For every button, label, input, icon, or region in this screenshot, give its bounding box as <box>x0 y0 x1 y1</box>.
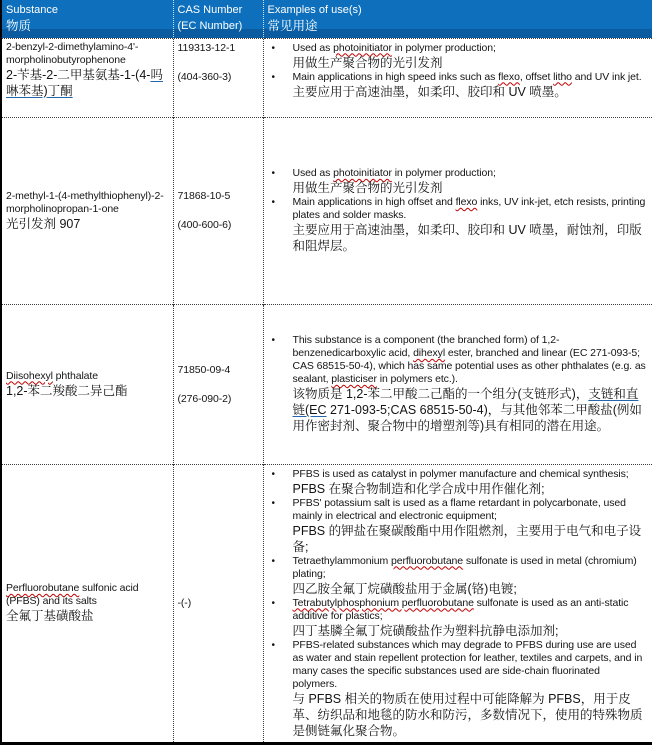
substance-name-zh <box>6 608 170 624</box>
uses-cell <box>263 304 652 464</box>
text-segment: 主要应用于高速油墨，如柔印、胶印和 UV 喷墨。 <box>292 84 567 99</box>
spellcheck-flagged-text: plasticiser <box>331 373 377 385</box>
use-item <box>264 334 649 434</box>
text-segment: 2-苄基-2-二甲基氨基-1-(4- <box>6 67 151 82</box>
text-segment: PFBS 在聚合物制造和化学合成中用作催化剂; <box>292 481 545 496</box>
spellcheck-flagged-text: flexo <box>498 70 520 83</box>
substance-name-zh <box>6 383 170 399</box>
cas-number: (404-360-3) <box>177 70 232 83</box>
cas-number: 119313-12-1 <box>177 41 236 54</box>
text-segment: 用做生产聚合物的光引发剂 <box>292 55 443 70</box>
header-substance-zh: 物质 <box>6 19 32 33</box>
header-uses-en: Examples of use(s) <box>267 4 362 16</box>
text-segment: in polymers etc.). <box>376 373 458 385</box>
text-segment: 全氟丁基磺酸盐 <box>6 609 94 623</box>
spellcheck-flagged-text: Diisohexyl <box>6 369 53 382</box>
cas-cell <box>173 38 263 117</box>
text-segment: 主要应用于高速油墨，如柔印、胶印和 UV 喷墨，耐蚀剂，印版和阻焊层。 <box>292 223 642 253</box>
use-text <box>293 42 649 71</box>
use-text-en <box>293 497 647 523</box>
bullet-icon: • <box>271 335 276 346</box>
header-cas <box>173 0 263 38</box>
use-item <box>264 497 649 555</box>
table-row <box>1 38 652 117</box>
bullet-icon: • <box>271 497 276 509</box>
header-substance <box>1 0 173 38</box>
text-segment: Main applications in high offset and <box>292 196 456 208</box>
use-text <box>293 597 649 639</box>
use-item <box>264 71 649 100</box>
substance-name-zh <box>6 67 170 99</box>
use-text <box>293 71 649 100</box>
text-segment: ester, branched and linear (EC 271-093-5; CAS 68515-50-4), which has same potential uses as other phthalates (e.g. as sealant, <box>292 347 646 385</box>
text-segment: sulfonic acid (PFBS) and its salts <box>6 582 139 607</box>
substance-cell <box>1 38 173 117</box>
substance-name-zh <box>6 216 170 232</box>
text-segment: Main applications in high speed inks such as <box>292 70 499 83</box>
text-segment: PFBS is used as catalyst in polymer manufacture and chemical synthesis; <box>292 467 629 480</box>
text-segment: 271-093-5;CAS 68515-50-4)，与其他邻苯二甲酸盐(例如用作密封剂、聚合物中的增塑剂等)具有相同的潜在用途。 <box>292 403 642 433</box>
use-text-zh <box>293 581 647 597</box>
text-segment: 四乙胺全氟丁烷磺酸盐用于金属(铬)电镀; <box>292 581 517 596</box>
table-header <box>1 0 652 38</box>
cas-number: 71850-09-4 <box>177 363 231 376</box>
use-item <box>264 167 649 196</box>
use-text-zh <box>293 386 647 434</box>
bullet-icon: • <box>271 555 276 567</box>
cas-cell <box>173 304 263 464</box>
substance-cell <box>1 464 173 743</box>
table-row <box>1 117 652 304</box>
bullet-icon: • <box>271 168 276 179</box>
bullet-icon: • <box>271 71 276 83</box>
substance-cell <box>1 304 173 464</box>
text-segment: Tetraethylammonium <box>292 554 391 567</box>
spellcheck-flagged-text: perfluorobutane <box>390 554 464 567</box>
text-segment: 与 PFBS 相关的物质在使用过程中可能降解为 PFBS，用于皮革、纺织品和地毯的防水和防污，多数情况下，使用的特殊物质是侧链氟化聚合物。 <box>292 691 643 738</box>
underlined-text: 支链和直链(EC <box>292 387 639 417</box>
text-segment: 四丁基膦全氟丁烷磺酸盐作为塑料抗静电添加剂; <box>292 623 559 638</box>
cas-number: (276-090-2) <box>177 392 232 405</box>
text-segment: 2-methyl-1-(4-methylthiophenyl)-2-morpholinopropan-1-one <box>6 189 164 215</box>
header-cas-line1: CAS Number <box>177 4 243 16</box>
substance-name-en <box>6 370 170 383</box>
text-segment: PFBS-related substances which may degrade to PFBS during use are used as water and stain repellent protection for leather, textiles and carpets, and in many cases the specific substances used are side-chain fluorinated polymers. <box>292 638 643 690</box>
header-cas-line2: (EC Number) <box>177 20 243 32</box>
bullet-icon: • <box>271 597 276 609</box>
use-text-zh <box>293 481 647 497</box>
cas-cell <box>173 464 263 743</box>
text-segment: PFBS 的钾盐在聚碳酸酯中用作阻燃剂，主要用于电气和电子设备; <box>292 523 642 554</box>
use-text <box>293 497 649 555</box>
use-item <box>264 639 649 739</box>
text-segment: Used as <box>292 41 334 54</box>
use-item <box>264 196 649 254</box>
use-text-en <box>293 42 647 55</box>
header-uses-zh: 常见用途 <box>267 19 318 33</box>
use-item <box>264 468 649 497</box>
header-substance-en: Substance <box>6 4 58 16</box>
use-text-en <box>293 196 647 222</box>
text-segment: 该物质是 1,2-苯二甲酸二己酯的一个组分(支链形式)， <box>292 387 589 401</box>
spellcheck-flagged-text: litho <box>553 70 572 83</box>
cas-cell <box>173 117 263 304</box>
use-text <box>293 334 649 434</box>
text-segment: in polymer production; <box>391 41 496 54</box>
text-segment: PFBS' potassium salt is used as a flame retardant in polycarbonate, used mainly in electrical and electronic equipment; <box>292 496 626 522</box>
text-segment: Used as <box>292 167 334 179</box>
use-item <box>264 597 649 639</box>
spellcheck-flagged-text: flexo <box>455 196 478 208</box>
bullet-icon: • <box>271 197 276 208</box>
spellcheck-flagged-text: dihexyl <box>413 347 446 359</box>
text-segment: phthalate <box>52 369 98 382</box>
use-text-en <box>293 597 647 623</box>
use-text-zh <box>293 523 647 555</box>
text-segment: 光引发剂 907 <box>6 216 81 231</box>
use-item <box>264 555 649 597</box>
use-text <box>293 468 649 497</box>
underlined-text: 吗啉苯基)丁酮 <box>6 67 163 98</box>
use-text-zh <box>293 222 647 254</box>
use-text-zh <box>293 84 647 100</box>
table-row <box>1 464 652 743</box>
bullet-icon: • <box>271 639 276 651</box>
use-text-zh <box>293 180 647 196</box>
substance-name-en <box>6 41 170 67</box>
use-text-en <box>293 334 647 386</box>
uses-cell <box>263 117 652 304</box>
text-segment: 1,2-苯二羧酸二异己酯 <box>6 383 128 398</box>
text-segment: inks, UV ink-jet, etch resists, printing plates and solder masks. <box>292 196 646 221</box>
cas-number: 71868-10-5 <box>177 190 231 202</box>
spellcheck-flagged-text: Tetrabutylphosphonium perfluorobutane <box>292 596 474 609</box>
uses-cell <box>263 38 652 117</box>
use-text-zh <box>293 55 647 71</box>
substance-name-en <box>6 582 170 608</box>
use-text-zh <box>293 691 647 739</box>
text-segment: , offset <box>519 70 554 83</box>
text-segment: in polymer production; <box>391 167 496 179</box>
use-text-en <box>293 167 647 180</box>
use-text <box>293 555 649 597</box>
text-segment: 用做生产聚合物的光引发剂 <box>292 181 443 195</box>
use-text-en <box>293 639 647 691</box>
use-text-zh <box>293 623 647 639</box>
header-uses <box>263 0 652 38</box>
bullet-icon: • <box>271 468 276 480</box>
use-text-en <box>293 71 647 84</box>
use-text-en <box>293 555 647 581</box>
cas-number: (400-600-6) <box>177 219 232 231</box>
use-text-en <box>293 468 647 481</box>
table-body <box>1 38 652 743</box>
text-segment: and UV ink jet. <box>571 70 642 83</box>
use-text <box>293 196 649 254</box>
text-segment: 2-benzyl-2-dimethylamino-4'-morpholinobutyrophenone <box>6 40 139 66</box>
use-item <box>264 42 649 71</box>
spellcheck-flagged-text: photoinitiator <box>333 41 392 54</box>
table-row <box>1 304 652 464</box>
substance-cell <box>1 117 173 304</box>
cas-number: -(-) <box>177 597 192 609</box>
text-segment: sulfonate is used as an anti-static additive for plastics; <box>292 596 629 622</box>
substance-name-en <box>6 190 170 216</box>
uses-cell <box>263 464 652 743</box>
use-text <box>293 167 649 196</box>
bullet-icon: • <box>271 42 276 54</box>
header-row <box>1 0 652 38</box>
text-segment: This substance is a component (the branched form) of 1,2-benzenedicarboxylic acid, <box>292 334 560 359</box>
spellcheck-flagged-text: photoinitiator <box>333 167 392 179</box>
text-segment: sulfonate is used in metal (chromium) plating; <box>292 554 637 580</box>
spellcheck-flagged-text: Perfluorobutane <box>6 582 80 594</box>
use-text <box>293 639 649 739</box>
